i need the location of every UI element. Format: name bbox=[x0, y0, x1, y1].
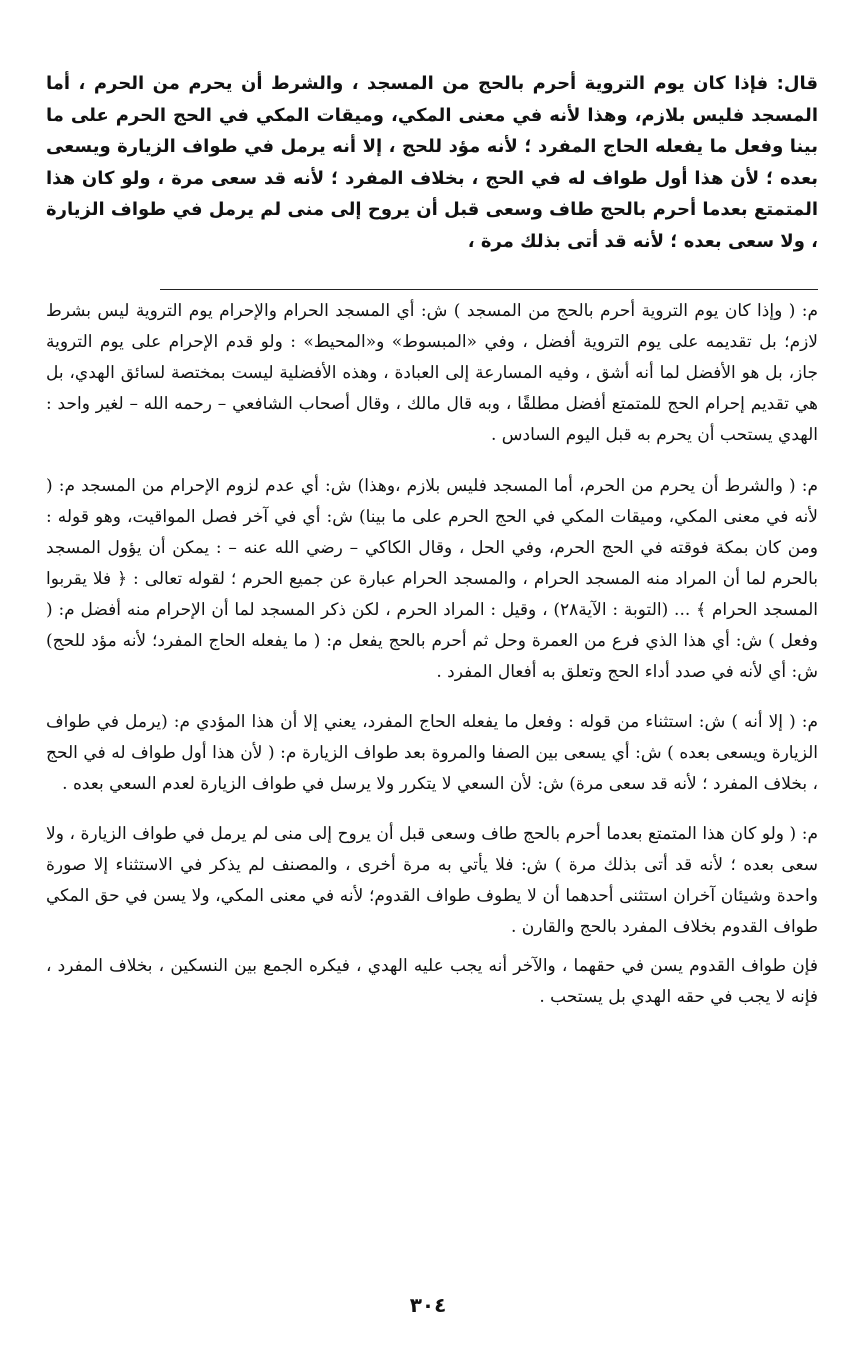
commentary-paragraph: م: ( والشرط أن يحرم من الحرم، أما المسجد فليس بلازم ،وهذا) ش: أي عدم لزوم الإحرام من المسجد م: ( لأنه في معنى المكي، وميقات المكي في الحج الحرم على ما بينا) ش: أي في آخر فصل المواقيت، وهو قوله : ومن كان بمكة فوقته في الحج الحرم، وفي الحل ، وقال الكاكي – رضي الله عنه – : يمكن أن يؤول المسجد بالحرم لما أن المراد منه المسجد الحرام ، والمسجد الحرام عبارة عن جميع الحرم ؛ لقوله تعالى : ﴿ فلا يقربوا المسجد الحرام ﴾ ... (التوبة : الآية٢٨) ، وقيل : المراد الحرم ، لكن ذكر المسجد لما أن الإحرام منه أفضل م: ( وفعل ) ش: أي هذا الذي فرع من العمرة وحل ثم أحرم بالحج يفعل م: ( ما يفعله الحاج المفرد؛ لأنه مؤد للحج) ش: أي لأنه في صدد أداء الحج وتعلق به أفعال المفرد . bbox=[46, 476, 818, 682]
page-number: ٣٠٤ bbox=[409, 1293, 447, 1317]
commentary-paragraph: م: ( وإذا كان يوم التروية أحرم بالحج من المسجد ) ش: أي المسجد الحرام والإحرام يوم التروية ليس بشرط لازم؛ بل تقديمه على يوم التروية أفضل ، وفي «المبسوط» و«المحيط» : ولو قدم الإحرام على يوم التروية جاز، بل هو الأفضل لما أنه أشق ، وفيه المسارعة إلى العبادة ، وهذه الأفضلية ليست بمختصة لسائق الهدي، بل هي تقديم إحرام الحج للمتمتع أفضل مطلقًا ، وبه قال مالك ، وقال أصحاب الشافعي – رحمه الله – لغير واحد : الهدي يستحب أن يحرم به قبل اليوم السادس . bbox=[46, 301, 818, 445]
commentary-paragraph: م: ( ولو كان هذا المتمتع بعدما أحرم بالحج طاف وسعى قبل أن يروح إلى منى لم يرمل في طواف الزيارة ، ولا سعى بعده ؛ لأنه قد أتى بذلك مرة ) ش: فلا يأتي به مرة أخرى ، والمصنف لم يذكر في الاستثناء إلا صورة واحدة وشيئان آخران استثنى أحدهما أن لا يطوف طواف القدوم؛ لأنه في معنى المكي، ولا يسن في حق المكي طواف القدوم بخلاف المفرد بالحج والقارن . bbox=[46, 824, 818, 937]
main-text: قال: فإذا كان يوم التروية أحرم بالحج من المسجد ، والشرط أن يحرم من الحرم ، أما المسجد فليس بلازم، وهذا لأنه في معنى المكي، وميقات المكي في الحج الحرم على ما بينا وفعل ما يفعله الحاج المفرد ؛ لأنه مؤد للحج ، إلا أنه يرمل في طواف الزيارة ويسعى بعده ؛ لأن هذا أول طواف له في الحج ، بخلاف المفرد ؛ لأنه قد سعى مرة ، ولو كان هذا المتمتع بعدما أحرم بالحج طاف وسعى قبل أن يروح إلى منى لم يرمل في طواف الزيارة ، ولا سعى بعده ؛ لأنه قد أتى بذلك مرة ، bbox=[46, 73, 818, 252]
commentary-paragraph: فإن طواف القدوم يسن في حقهما ، والآخر أنه يجب عليه الهدي ، فيكره الجمع بين النسكين ، بخلاف المفرد ، فإنه لا يجب في حقه الهدي بل يستحب . bbox=[46, 956, 818, 1007]
text-divider bbox=[160, 289, 818, 290]
commentary bbox=[46, 296, 818, 1031]
commentary-paragraph: م: ( إلا أنه ) ش: استثناء من قوله : وفعل ما يفعله الحاج المفرد، يعني إلا أن هذا المؤدي م: (يرمل في طواف الزيارة ويسعى بعده ) ش: أي يسعى بين الصفا والمروة بعد طواف الزيارة م: ( لأن هذا أول طواف له في الحج ، بخلاف المفرد ؛ لأنه قد سعى مرة) ش: لأن السعي لا يتكرر ولا يرسل في طواف الزيارة لعدم السعي بعده . bbox=[46, 712, 819, 794]
